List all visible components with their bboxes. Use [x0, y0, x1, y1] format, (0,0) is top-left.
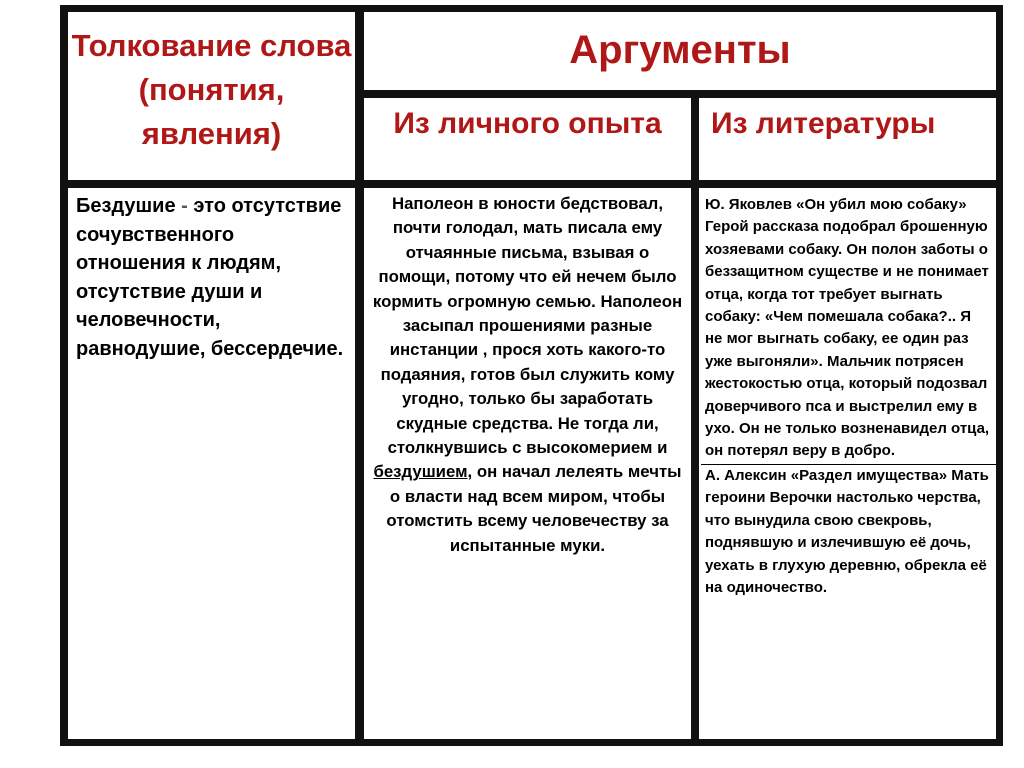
header-personal-text: Из личного опыта — [393, 107, 662, 140]
literature-example-aleksin: А. Алексин «Раздел имущества» Мать героини Верочки настолько черства, что вынудила свою свекровь, поднявшую и излечившую её дочь, уехать в глухую деревню, обрекла её на одиночество. — [705, 466, 989, 596]
header-arguments-text: Аргументы — [569, 28, 791, 72]
header-literature — [699, 98, 996, 180]
napoleon-text-part2: , он начал лелеять мечты о власти над всем миром, чтобы отомстить всему человечеству за испытанные муки. — [386, 462, 682, 555]
definition-term: Бездушие — [76, 195, 176, 217]
header-definition-text: Толкование слова (понятия, явления) — [71, 28, 352, 151]
definition-text: это отсутствие сочувственного отношения к людям, отсутствие души и человечности, равнодушие, бессердечие. — [76, 195, 344, 360]
header-literature-text: Из литературы — [711, 107, 936, 140]
header-arguments — [364, 12, 996, 90]
literature-cell — [699, 188, 996, 739]
definition-separator: - — [175, 195, 194, 217]
header-definition — [68, 12, 355, 180]
definition-cell — [68, 188, 355, 739]
literature-example-yakovlev: Ю. Яковлев «Он убил мою собаку» Герой рассказа подобрал брошенную хозяевами собаку. Он полон заботы о беззащитном существе и не понимает отца, когда тот требует выгнать собаку: «Чем помешала собака?.. Я не мог выгнать собаку, ее один раз уже выгоняли». Мальчик потрясен жестокостью отца, который подозвал доверчивого пса и выстрелил ему в ухо. Он не только возненавидел отца, он потерял веру в добро. — [705, 196, 990, 460]
header-personal-experience — [364, 98, 691, 180]
napoleon-text-part1: Наполеон в юности бедствовал, почти голодал, мать писала ему отчаянные письма, взывая о помощи, потому что ей нечем было кормить огромную семью. Наполеон засыпал прошениями разные инстанции , прося хоть какого-то подаяния, готов был служить кому угодно, только бы заработать скудные средства. Не тогда ли, столкнувшись с высокомерием и — [372, 194, 683, 458]
personal-experience-cell — [364, 188, 691, 739]
napoleon-highlight-word: бездушием — [373, 462, 468, 482]
